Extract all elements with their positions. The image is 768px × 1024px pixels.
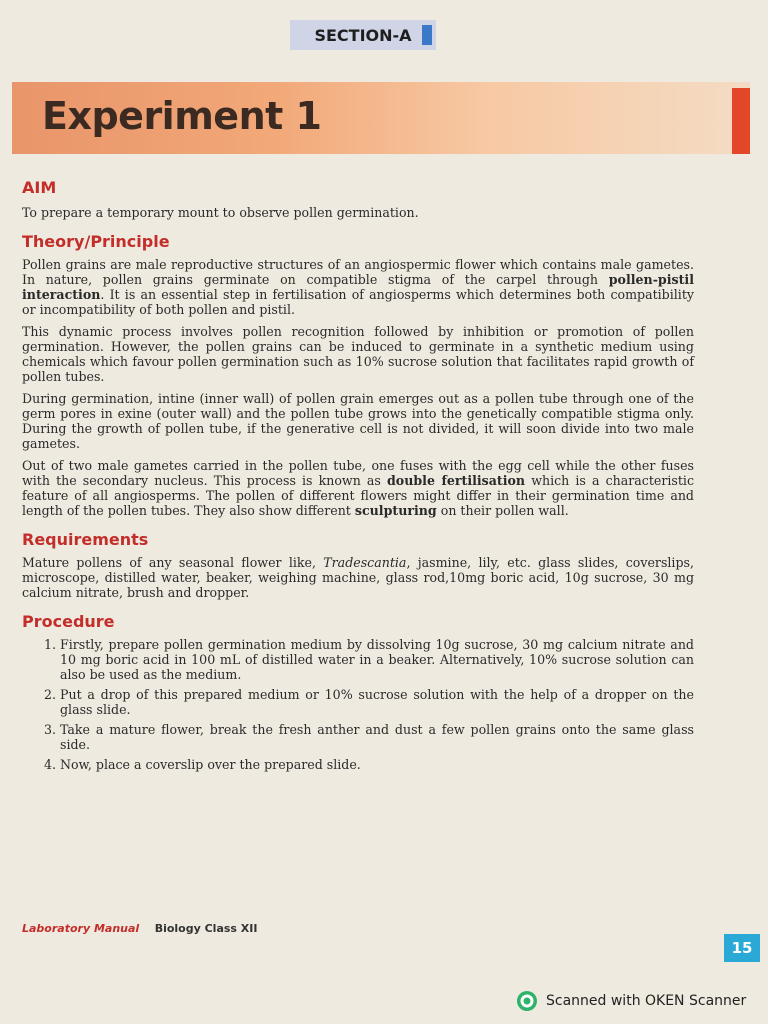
procedure-step: 3. Take a mature flower, break the fresh anther and dust a few pollen grains onto the same glass side.: [60, 722, 694, 752]
scanner-watermark-text: Scanned with OKEN Scanner: [546, 993, 747, 1009]
procedure-list: [22, 637, 694, 772]
requirements-text: [22, 555, 694, 600]
theory-paragraph-1: [22, 257, 694, 317]
requirements-a: Mature pollens of any seasonal flower like,: [22, 555, 324, 570]
theory-p4-c: on their pollen wall.: [436, 503, 569, 518]
requirements-italic: Tradescantia: [323, 555, 407, 570]
theory-p4-a: Out of two male gametes carried in the pollen tube, one fuses with the egg cell while the other fuses with the secondary nucleus. This process is known as: [22, 458, 694, 488]
section-marker: [422, 25, 432, 45]
procedure-step: 4. Now, place a coverslip over the prepared slide.: [60, 757, 694, 772]
procedure-step: 1. Firstly, prepare pollen germination medium by dissolving 10g sucrose, 30 mg calcium nitrate and 10 mg boric acid in 100 mL of distilled water in a beaker. Alternatively, 10% sucrose solution can also be used as the medium.: [60, 637, 694, 682]
theory-paragraph-3: During germination, intine (inner wall) of pollen grain emerges out as a pollen tube through one of the germ pores in exine (outer wall) and the pollen tube grows into the genetically compatible stigma only. During the growth of pollen tube, if the generative cell is not divided, it will soon divide into two male gametes.: [22, 391, 694, 451]
theory-heading: Theory/Principle: [22, 232, 170, 251]
theory-p1-b: . It is an essential step in fertilisation of angiosperms which determines both compatibility or incompatibility of both pollen and pistil.: [22, 287, 694, 317]
theory-paragraph-4: [22, 458, 694, 518]
footer-subject: Biology Class XII: [154, 922, 258, 935]
page-number: 15: [724, 934, 760, 962]
oken-scanner-logo-icon: [516, 990, 538, 1012]
scanner-watermark: [516, 990, 746, 1012]
section-label: [290, 20, 436, 50]
experiment-banner: [12, 82, 750, 154]
footer-book-title: Laboratory Manual: [22, 922, 140, 935]
theory-p1-a: Pollen grains are male reproductive structures of an angiospermic flower which contains male gametes. In nature, pollen grains germinate on compatible stigma of the carpel through: [22, 257, 694, 287]
aim-text: To prepare a temporary mount to observe pollen germination.: [22, 205, 419, 220]
theory-p4-bold2: sculpturing: [354, 503, 437, 518]
theory-p1-bold: pollen-pistil interaction: [22, 272, 694, 302]
aim-heading: AIM: [22, 178, 57, 197]
requirements-b: , jasmine, lily, etc. glass slides, coverslips, microscope, distilled water, beaker, weighing machine, glass rod,10mg boric acid, 10g sucrose, 30 mg calcium nitrate, brush and dropper.: [22, 555, 694, 600]
theory-paragraph-2: This dynamic process involves pollen recognition followed by inhibition or promotion of pollen germination. However, the pollen grains can be induced to germinate in a synthetic medium using chemicals which favour pollen germination such as 10% sucrose solution that facilitates rapid growth of pollen tubes.: [22, 324, 694, 384]
requirements-heading: Requirements: [22, 530, 149, 549]
experiment-title: Experiment 1: [42, 94, 322, 138]
banner-accent-bar: [732, 88, 750, 154]
theory-p4-bold1: double fertilisation: [387, 473, 526, 488]
theory-p4-b: which is a characteristic feature of all angiosperms. The pollen of different flowers might differ in their germination time and length of the pollen tubes. They also show different: [22, 473, 695, 518]
procedure-step: 2. Put a drop of this prepared medium or 10% sucrose solution with the help of a dropper on the glass slide.: [60, 687, 694, 717]
section-label-text: SECTION-A: [314, 25, 412, 45]
procedure-heading: Procedure: [22, 612, 115, 631]
page-content: [22, 178, 694, 777]
page-footer: [22, 922, 257, 935]
